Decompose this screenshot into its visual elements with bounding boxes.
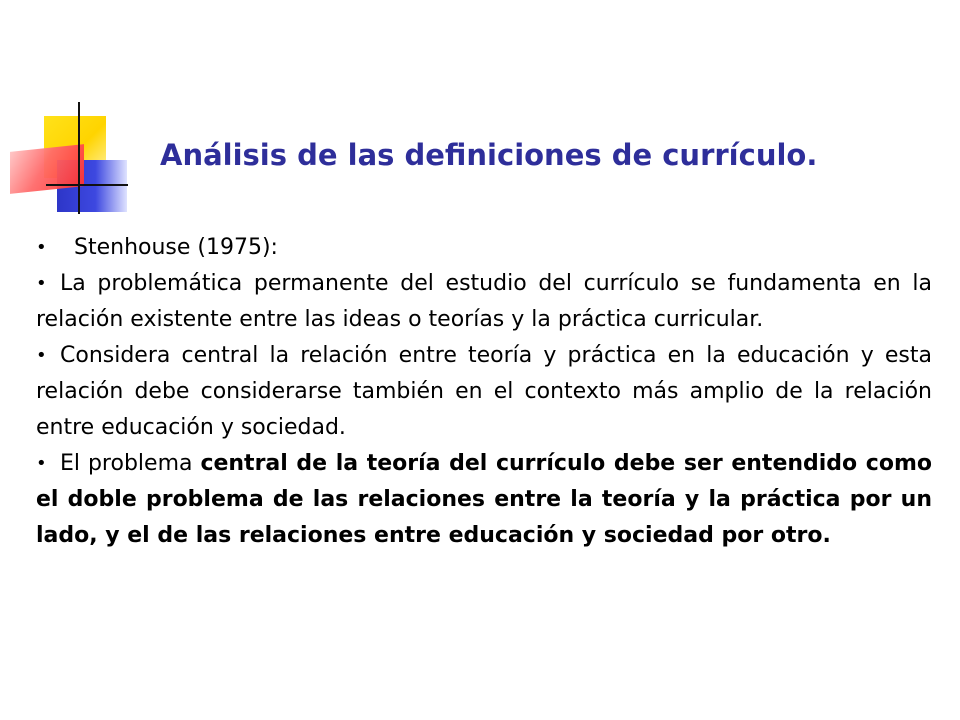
red-square-decoration: [10, 144, 84, 194]
bullet-list: [36, 230, 932, 554]
bullet-item: [36, 446, 932, 554]
bullet-text: La problemática permanente del estudio del currículo se fundamenta en la relación existente entre las ideas o teorías y la práctica curricular.: [36, 271, 932, 332]
slide-title: Análisis de las definiciones de currículo.: [160, 138, 818, 172]
vertical-line-decoration: [78, 102, 80, 214]
bullet-bold-text: central de la teoría del currículo debe ser entendido como el doble problema de las relaciones entre la teoría y la práctica por un lado, y el de las relaciones entre educación y sociedad por otro.: [36, 451, 932, 548]
bullet-item: [36, 266, 932, 338]
bullet-text: Considera central la relación entre teoría y práctica en la educación y esta relación debe considerarse también en el contexto más amplio de la relación entre educación y sociedad.: [36, 343, 932, 440]
bullet-text: Stenhouse (1975):: [74, 235, 278, 260]
horizontal-line-decoration: [46, 184, 128, 186]
bullet-item: [36, 338, 932, 446]
bullet-item: [36, 230, 932, 266]
bullet-text: El problema: [60, 451, 201, 476]
